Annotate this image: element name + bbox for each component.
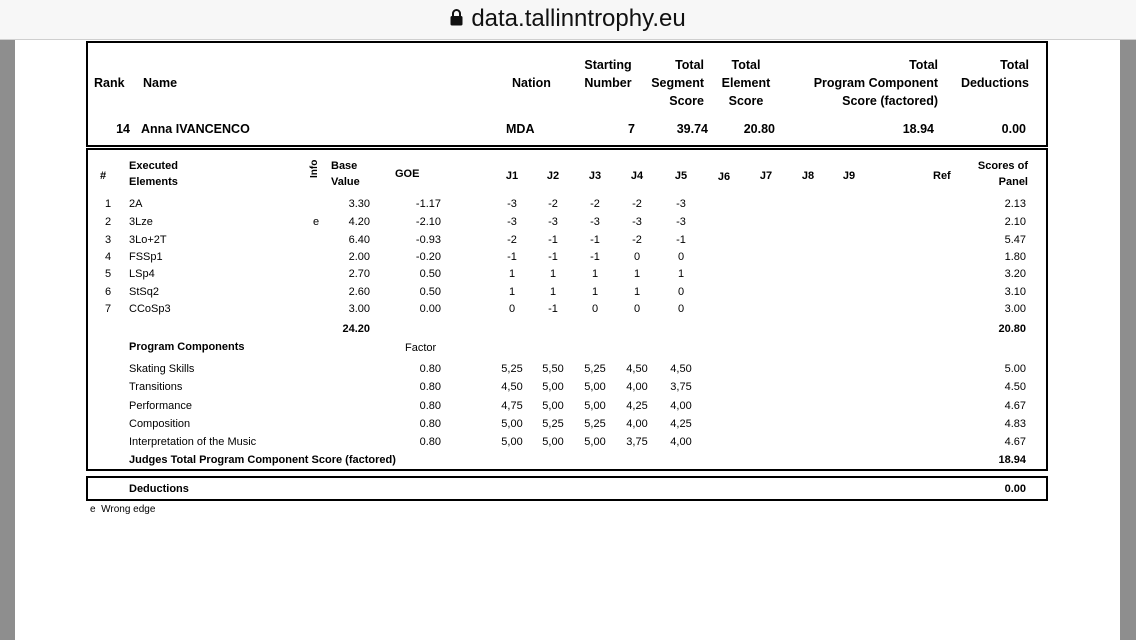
element-name: CCoSp3: [129, 303, 171, 315]
col-judge-8: J8: [801, 170, 815, 182]
component-factor: 0.80: [419, 418, 441, 430]
component-judge-score: 5,00: [584, 400, 606, 412]
element-panel-score: 5.47: [1004, 234, 1026, 246]
element-name: 3Lo+2T: [129, 234, 167, 246]
component-judge-score: 5,00: [501, 436, 523, 448]
component-judge-score: 3,75: [670, 381, 692, 393]
element-judge-score: -3: [507, 198, 517, 210]
element-base-value: 2.70: [348, 268, 370, 280]
element-judge-score: -1: [590, 251, 600, 263]
element-judge-score: -1: [676, 234, 686, 246]
component-judge-score: 4,75: [501, 400, 523, 412]
header-name: Name: [143, 76, 178, 90]
col-info-header: Info: [309, 159, 320, 178]
element-judge-score: -2: [632, 198, 642, 210]
component-judge-score: 5,00: [542, 400, 564, 412]
component-factor: 0.80: [419, 400, 441, 412]
header-starting-2: Number: [584, 76, 632, 90]
skater-tss: 39.74: [676, 122, 708, 136]
element-number: 1: [104, 198, 112, 210]
col-num-header: #: [100, 170, 107, 182]
component-judge-score: 5,00: [584, 381, 606, 393]
url-text: data.tallinntrophy.eu: [471, 5, 686, 32]
header-pcs-1: Total: [909, 58, 938, 72]
deductions-label: Deductions: [129, 483, 189, 495]
factor-header: Factor: [405, 342, 437, 354]
element-judge-score: 0: [633, 303, 641, 315]
pcs-total-value: 18.94: [998, 454, 1026, 466]
component-judge-score: 4,25: [626, 400, 648, 412]
component-judge-score: 4,00: [626, 418, 648, 430]
component-panel-score: 5.00: [1004, 363, 1026, 375]
element-judge-score: 1: [633, 268, 641, 280]
score-sheet-page: [15, 40, 1120, 640]
header-nation: Nation: [512, 76, 551, 90]
header-ded-1: Total: [1000, 58, 1029, 72]
element-judge-score: 0: [677, 286, 685, 298]
element-name: 3Lze: [129, 216, 153, 228]
component-judge-score: 4,50: [626, 363, 648, 375]
element-judge-score: 1: [591, 286, 599, 298]
element-number: 4: [104, 251, 112, 263]
col-judge-9: J9: [842, 170, 856, 182]
col-panel-header-2: Panel: [998, 176, 1028, 188]
component-judge-score: 5,50: [542, 363, 564, 375]
element-panel-score: 3.20: [1004, 268, 1026, 280]
element-judge-score: -1: [590, 234, 600, 246]
deductions-value: 0.00: [1004, 483, 1026, 495]
element-judge-score: 1: [508, 286, 516, 298]
component-judge-score: 5,25: [501, 363, 523, 375]
component-panel-score: 4.67: [1004, 436, 1026, 448]
element-panel-score: 1.80: [1004, 251, 1026, 263]
element-number: 2: [104, 216, 112, 228]
element-number: 6: [104, 286, 112, 298]
element-judge-score: -2: [548, 198, 558, 210]
component-judge-score: 4,50: [501, 381, 523, 393]
element-goe: -0.20: [415, 251, 441, 263]
component-panel-score: 4.67: [1004, 400, 1026, 412]
element-base-value: 6.40: [348, 234, 370, 246]
footnote-code: e: [90, 504, 96, 515]
element-judge-score: 0: [677, 251, 685, 263]
skater-start-no: 7: [628, 122, 635, 136]
element-judge-score: 1: [549, 268, 557, 280]
element-judge-score: -2: [590, 198, 600, 210]
component-judge-score: 5,25: [584, 363, 606, 375]
col-judge-4: J4: [630, 170, 644, 182]
element-judge-score: -3: [590, 216, 600, 228]
component-judge-score: 5,00: [584, 436, 606, 448]
element-judge-score: -3: [676, 216, 686, 228]
component-name: Transitions: [129, 381, 183, 393]
element-number: 3: [104, 234, 112, 246]
element-judge-score: 0: [677, 303, 685, 315]
header-tes-3: Score: [728, 94, 764, 108]
element-judge-score: -3: [676, 198, 686, 210]
component-factor: 0.80: [419, 381, 441, 393]
component-judge-score: 4,00: [626, 381, 648, 393]
header-pcs-3: Score (factored): [842, 94, 938, 108]
element-judge-score: -2: [632, 234, 642, 246]
col-base-header-1: Base: [331, 160, 358, 172]
element-number: 5: [104, 268, 112, 280]
element-info: e: [312, 216, 320, 228]
elements-detail-box: [86, 148, 1048, 471]
component-judge-score: 5,00: [542, 436, 564, 448]
component-judge-score: 3,75: [626, 436, 648, 448]
skater-pcs: 18.94: [902, 122, 934, 136]
header-tes-2: Element: [721, 76, 771, 90]
component-name: Skating Skills: [129, 363, 195, 375]
program-components-title: Program Components: [129, 341, 245, 353]
col-goe-header: GOE: [395, 168, 420, 180]
col-executed-header-1: Executed: [129, 160, 178, 172]
element-number: 7: [104, 303, 112, 315]
col-judge-3: J3: [588, 170, 602, 182]
element-goe: 0.50: [419, 268, 441, 280]
element-panel-score: 2.13: [1004, 198, 1026, 210]
element-judge-score: 1: [633, 286, 641, 298]
element-judge-score: -1: [507, 251, 517, 263]
component-panel-score: 4.83: [1004, 418, 1026, 430]
header-pcs-2: Program Component: [813, 76, 938, 90]
element-goe: -0.93: [415, 234, 441, 246]
component-judge-score: 4,00: [670, 436, 692, 448]
elements-total-panel: 20.80: [998, 323, 1026, 335]
element-panel-score: 3.00: [1004, 303, 1026, 315]
component-judge-score: 4,00: [670, 400, 692, 412]
element-judge-score: -3: [548, 216, 558, 228]
col-base-header-2: Value: [331, 176, 360, 188]
header-tss-2: Segment: [651, 76, 704, 90]
element-base-value: 3.30: [348, 198, 370, 210]
skater-rank: 14: [116, 122, 130, 136]
skater-nation: MDA: [506, 122, 535, 136]
col-judge-1: J1: [505, 170, 519, 182]
element-judge-score: 1: [549, 286, 557, 298]
component-factor: 0.80: [419, 363, 441, 375]
element-judge-score: 0: [633, 251, 641, 263]
header-tss-3: Score: [669, 94, 704, 108]
element-panel-score: 3.10: [1004, 286, 1026, 298]
col-judge-6: J6: [717, 171, 731, 183]
component-judge-score: 4,25: [670, 418, 692, 430]
elements-total-base: 24.20: [342, 323, 370, 335]
header-ded-2: Deductions: [960, 76, 1029, 90]
header-tes-1: Total: [731, 58, 761, 72]
element-name: FSSp1: [129, 251, 163, 263]
lock-icon: [450, 9, 463, 26]
element-goe: -2.10: [415, 216, 441, 228]
component-factor: 0.80: [419, 436, 441, 448]
col-judge-5: J5: [674, 170, 688, 182]
header-starting-1: Starting: [584, 58, 632, 72]
element-panel-score: 2.10: [1004, 216, 1026, 228]
component-name: Performance: [129, 400, 192, 412]
col-judge-2: J2: [546, 170, 560, 182]
component-name: Interpretation of the Music: [129, 436, 257, 448]
footnote: [90, 504, 155, 516]
col-judge-7: J7: [759, 170, 773, 182]
header-tss-1: Total: [675, 58, 704, 72]
col-executed-header-2: Elements: [129, 176, 178, 188]
element-judge-score: -1: [548, 234, 558, 246]
element-judge-score: -3: [632, 216, 642, 228]
component-judge-score: 5,00: [542, 381, 564, 393]
skater-tes: 20.80: [743, 122, 775, 136]
element-judge-score: 1: [591, 268, 599, 280]
element-goe: 0.50: [419, 286, 441, 298]
element-goe: -1.17: [415, 198, 441, 210]
element-judge-score: 0: [591, 303, 599, 315]
component-judge-score: 4,50: [670, 363, 692, 375]
skater-name: Anna IVANCENCO: [141, 122, 250, 136]
element-name: StSq2: [129, 286, 159, 298]
component-judge-score: 5,00: [501, 418, 523, 430]
element-base-value: 4.20: [348, 216, 370, 228]
component-judge-score: 5,25: [584, 418, 606, 430]
element-goe: 0.00: [419, 303, 441, 315]
element-judge-score: 1: [508, 268, 516, 280]
skater-summary-box: [86, 41, 1048, 147]
skater-deductions: 0.00: [1001, 122, 1026, 136]
element-judge-score: -2: [507, 234, 517, 246]
col-ref-header: Ref: [933, 170, 951, 182]
header-rank: Rank: [94, 76, 125, 90]
component-panel-score: 4.50: [1004, 381, 1026, 393]
browser-address-bar[interactable]: [0, 0, 1136, 40]
component-judge-score: 5,25: [542, 418, 564, 430]
element-judge-score: 1: [677, 268, 685, 280]
element-judge-score: -3: [507, 216, 517, 228]
element-judge-score: -1: [548, 303, 558, 315]
deductions-box: [86, 476, 1048, 501]
element-name: LSp4: [129, 268, 155, 280]
element-name: 2A: [129, 198, 143, 210]
element-base-value: 2.60: [348, 286, 370, 298]
footnote-text: Wrong edge: [101, 504, 156, 515]
element-judge-score: -1: [548, 251, 558, 263]
element-base-value: 2.00: [348, 251, 370, 263]
col-panel-header-1: Scores of: [977, 160, 1028, 172]
component-name: Composition: [129, 418, 191, 430]
element-base-value: 3.00: [348, 303, 370, 315]
url-display[interactable]: [0, 5, 1136, 33]
element-judge-score: 0: [508, 303, 516, 315]
pcs-total-label: Judges Total Program Component Score (factored): [129, 454, 396, 466]
